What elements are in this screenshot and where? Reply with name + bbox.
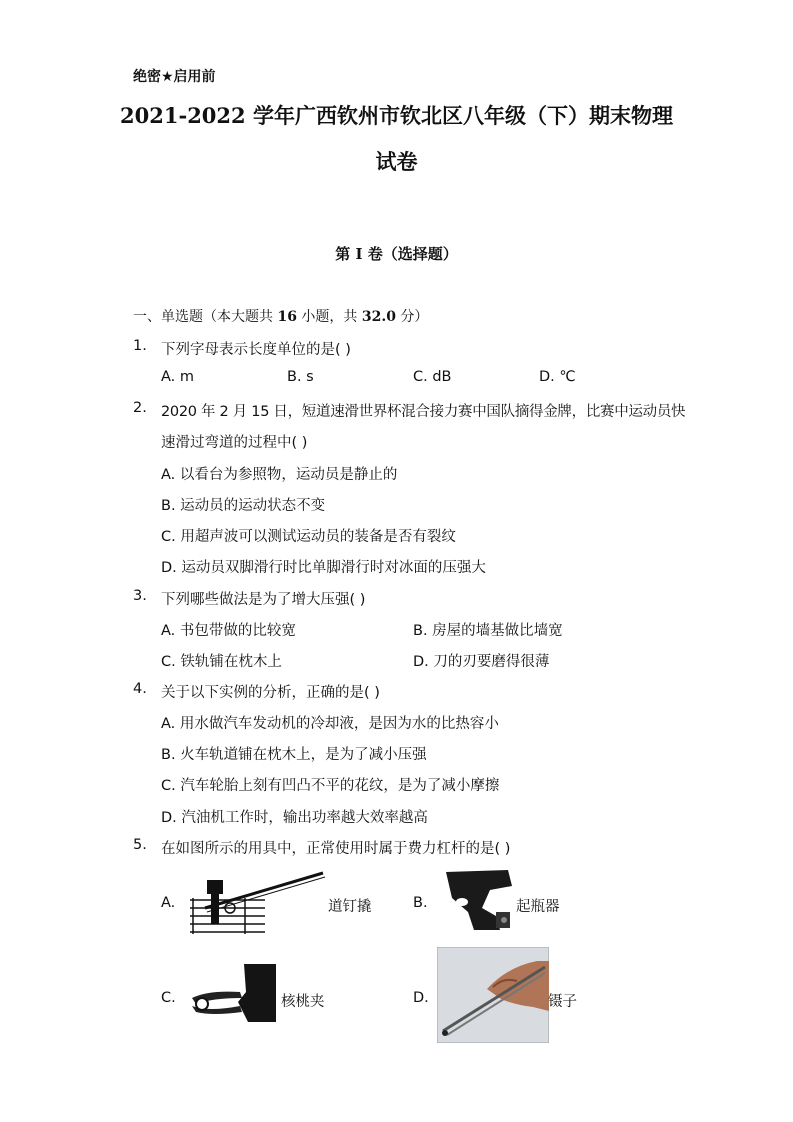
question-text: 2020 年 2 月 15 日，短道速滑世界杯混合接力赛中国队摘得金牌，比赛中运动员快: [161, 404, 686, 420]
option-b: B. 火车轨道铺在枕木上，是为了减小压强: [161, 747, 427, 763]
section-prefix: 一、单选题（本大题共: [133, 309, 278, 325]
question-number: 4.: [133, 681, 147, 697]
option-a: A. 书包带做的比较宽: [161, 623, 296, 639]
option-b: B.: [413, 895, 428, 911]
section-count: 16: [277, 309, 297, 325]
option-b: B. 房屋的墙基做比墙宽: [413, 623, 563, 639]
question-number: 1.: [133, 338, 147, 354]
option-a: A. 以看台为参照物，运动员是静止的: [161, 467, 398, 483]
bottle-opener-icon: [438, 868, 518, 934]
tweezers-icon: [437, 947, 549, 1043]
section-heading: [133, 306, 428, 326]
option-d: D. 汽油机工作时，输出功率越大效率越高: [161, 810, 428, 826]
caption-d: 镊子: [548, 994, 577, 1010]
section-score: 32.0: [361, 309, 396, 325]
question-text-continued: 速滑过弯道的过程中( ): [161, 435, 308, 451]
question-number: 5.: [133, 837, 147, 853]
option-d: D. 刀的刃要磨得很薄: [413, 654, 550, 670]
caption-b: 起瓶器: [516, 899, 560, 915]
option-d: D.: [413, 990, 429, 1006]
section-mid: 小题，共: [296, 309, 362, 325]
option-a: A.: [161, 895, 176, 911]
caption-c: 核桃夹: [281, 994, 325, 1010]
rail-spike-crowbar-icon: [185, 868, 330, 938]
option-b: B. s: [287, 369, 314, 385]
option-d: D. ℃: [539, 369, 576, 385]
option-c: C.: [161, 990, 176, 1006]
question-text: 在如图所示的用具中，正常使用时属于费力杠杆的是( ): [161, 841, 511, 857]
option-c: C. dB: [413, 369, 452, 385]
option-a: A. 用水做汽车发动机的冷却液，是因为水的比热容小: [161, 716, 499, 732]
nutcracker-icon: [188, 962, 280, 1024]
option-c: C. 汽车轮胎上刻有凹凸不平的花纹，是为了减小摩擦: [161, 778, 500, 794]
part-heading: 第 I 卷（选择题）: [335, 245, 458, 263]
question-text: 关于以下实例的分析，正确的是( ): [161, 685, 380, 701]
option-b: B. 运动员的运动状态不变: [161, 498, 326, 514]
section-suffix: 分）: [395, 309, 429, 325]
option-d: D. 运动员双脚滑行时比单脚滑行时对冰面的压强大: [161, 560, 486, 576]
confidential-label: 绝密★启用前: [133, 69, 216, 85]
option-c: C. 用超声波可以测试运动员的装备是否有裂纹: [161, 529, 456, 545]
caption-a: 道钉撬: [328, 899, 372, 915]
option-c: C. 铁轨铺在枕木上: [161, 654, 282, 670]
question-text: 下列字母表示长度单位的是( ): [161, 342, 351, 358]
question-number: 3.: [133, 588, 147, 604]
option-a: A. m: [161, 369, 195, 385]
exam-title-line1: 2021-2022 学年广西钦州市钦北区八年级（下）期末物理: [120, 103, 673, 128]
question-text: 下列哪些做法是为了增大压强( ): [161, 592, 366, 608]
exam-title-line2: 试卷: [375, 149, 418, 174]
question-number: 2.: [133, 400, 147, 416]
